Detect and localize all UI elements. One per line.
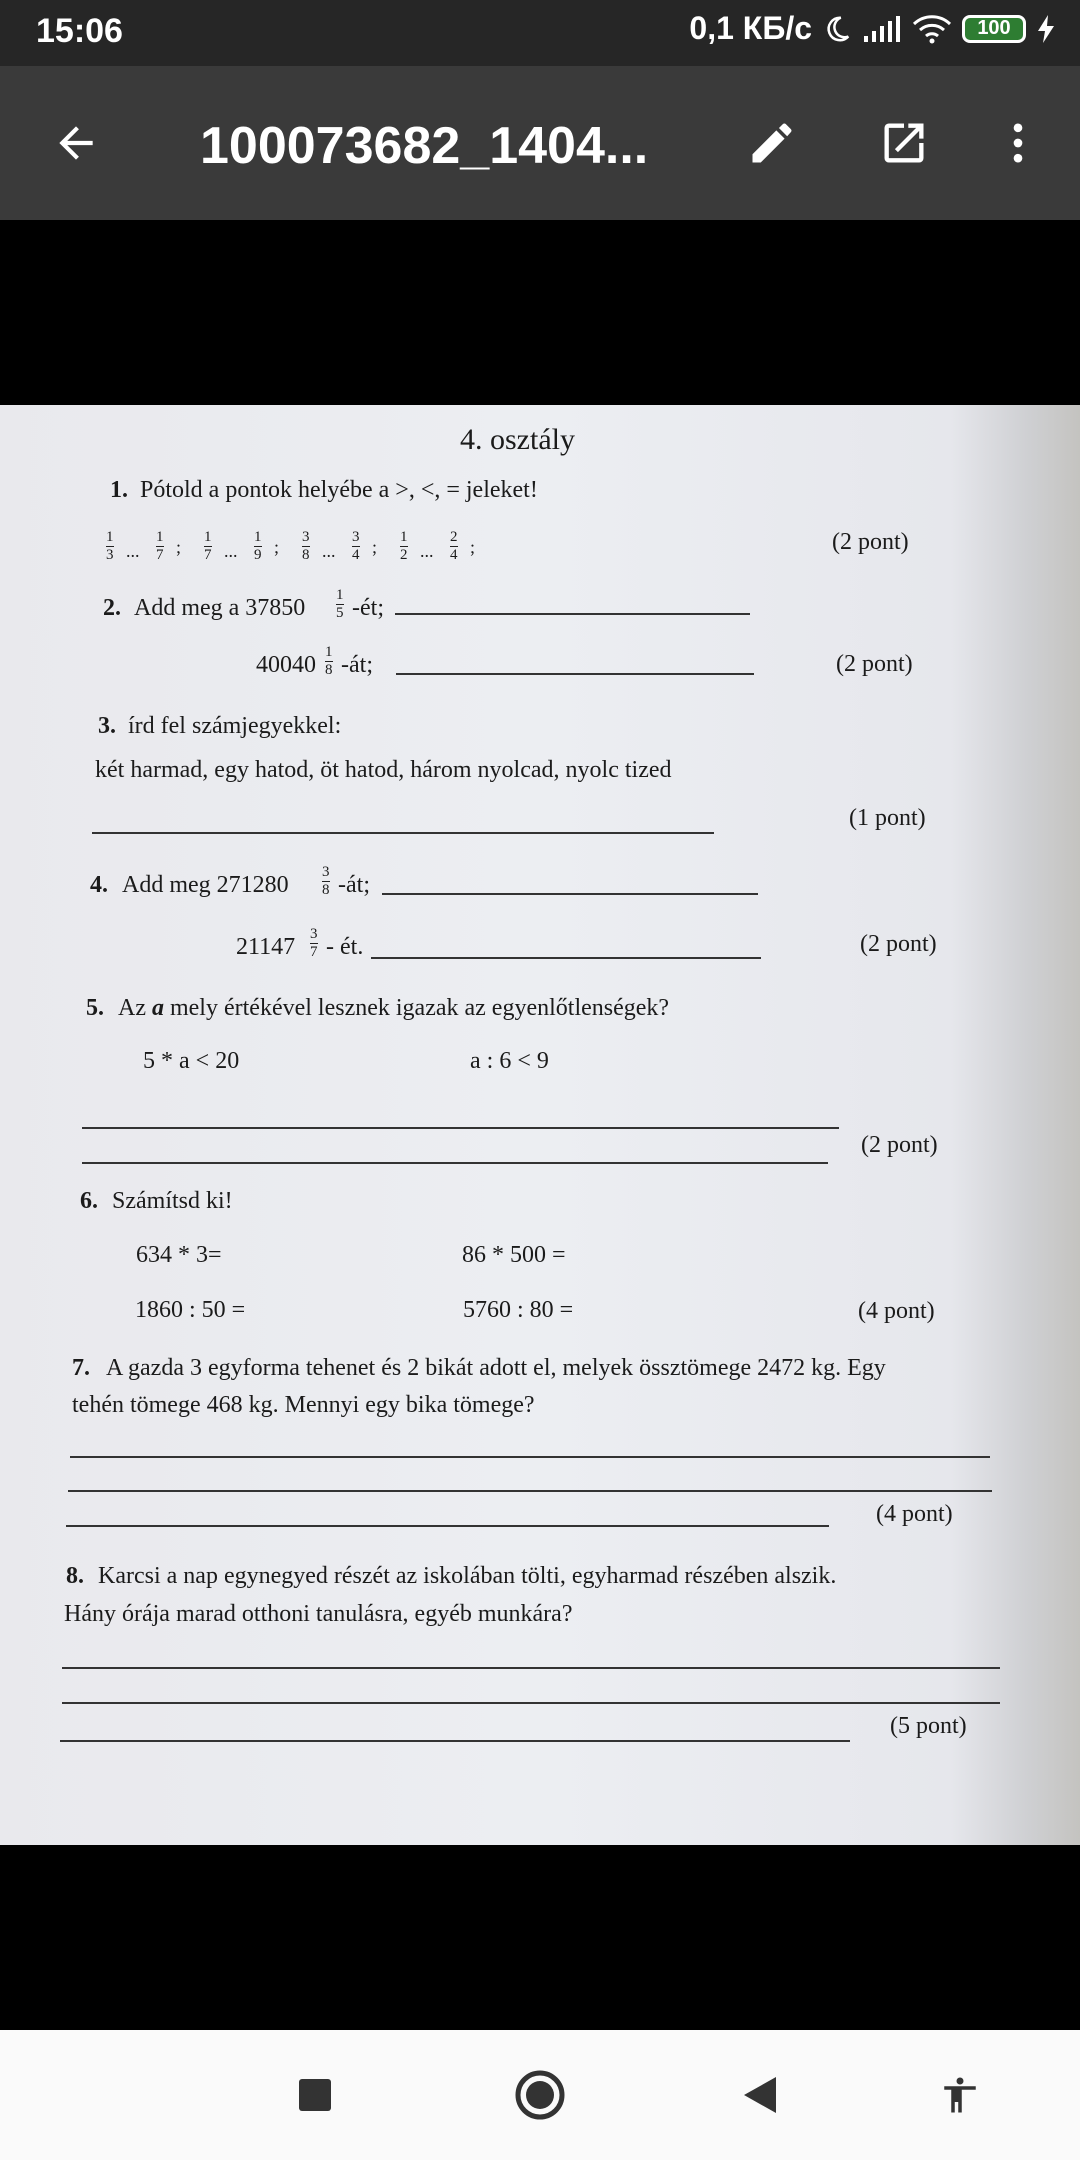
- q6-number: 6.: [80, 1188, 98, 1214]
- q5-text-pre: Az: [118, 995, 146, 1021]
- q1-semicolon: ;: [176, 537, 182, 557]
- denominator: 8: [325, 662, 333, 678]
- q5-expression-a: 5 * a < 20: [143, 1048, 240, 1074]
- q8-points: (5 pont): [890, 1713, 967, 1739]
- q5-points: (2 pont): [861, 1132, 938, 1158]
- denominator: 3: [106, 547, 114, 563]
- answer-line: [70, 1456, 990, 1458]
- numerator: 1: [400, 529, 408, 545]
- q7-number: 7.: [72, 1355, 90, 1381]
- q1-semicolon: ;: [372, 537, 378, 557]
- q1-semicolon: ;: [274, 537, 280, 557]
- answer-line: [60, 1740, 850, 1742]
- answer-line: [62, 1667, 1000, 1669]
- q3-text: írd fel számjegyekkel:: [128, 713, 342, 739]
- q6-points: (4 pont): [858, 1298, 935, 1324]
- q6-expression-2: 86 * 500 =: [462, 1242, 566, 1268]
- denominator: 4: [352, 547, 360, 563]
- q6-expression-3: 1860 : 50 =: [135, 1297, 246, 1323]
- denominator: 9: [254, 547, 262, 563]
- q1-number: 1.: [110, 477, 128, 503]
- denominator: 4: [450, 547, 458, 563]
- answer-line: [395, 613, 750, 615]
- accessibility-icon[interactable]: [930, 2065, 990, 2125]
- clock: 15:06: [36, 12, 123, 50]
- q1-fraction: [156, 529, 164, 564]
- numerator: 3: [322, 864, 330, 880]
- denominator: 7: [204, 547, 212, 563]
- q1-dots: ...: [322, 541, 336, 561]
- q2-fraction-a: [336, 587, 344, 622]
- wifi-icon: [912, 14, 952, 44]
- q2-points: (2 pont): [836, 651, 913, 677]
- q2-fraction-b: [325, 644, 333, 679]
- q1-fraction: [254, 529, 262, 564]
- moon-icon: [822, 14, 852, 44]
- q6-text: Számítsd ki!: [112, 1188, 233, 1214]
- worksheet-photo: [0, 405, 1080, 1845]
- q3-points: (1 pont): [849, 805, 926, 831]
- q5-number: 5.: [86, 995, 104, 1021]
- q1-dots: ...: [420, 541, 434, 561]
- q8-number: 8.: [66, 1563, 84, 1589]
- q2-number: 2.: [103, 595, 121, 621]
- charging-icon: [1036, 14, 1056, 44]
- q6-expression-1: 634 * 3=: [136, 1242, 222, 1268]
- numerator: 2: [450, 529, 458, 545]
- numerator: 3: [310, 926, 318, 942]
- q2-text-a: Add meg a 37850: [134, 595, 306, 621]
- answer-line: [371, 957, 761, 959]
- q7-line2: tehén tömege 468 kg. Mennyi egy bika tömege?: [72, 1392, 535, 1418]
- q5-text-post: mely értékével lesznek igazak az egyenlőtlenségek?: [169, 995, 670, 1021]
- q4-fraction-b: [310, 926, 318, 961]
- numerator: 1: [204, 529, 212, 545]
- signal-icon: [862, 14, 902, 44]
- q4-number: 4.: [90, 872, 108, 898]
- q1-dots: ...: [224, 541, 238, 561]
- q1-fraction: [106, 529, 114, 564]
- answer-line: [82, 1162, 828, 1164]
- q3-sub: két harmad, egy hatod, öt hatod, három nyolcad, nyolc tized: [95, 757, 672, 783]
- q8-line2: Hány órája marad otthoni tanulásra, egyéb munkára?: [64, 1601, 573, 1627]
- numerator: 1: [254, 529, 262, 545]
- open-external-icon[interactable]: [874, 113, 934, 173]
- q7-points: (4 pont): [876, 1501, 953, 1527]
- numerator: 1: [325, 644, 333, 660]
- q4-points: (2 pont): [860, 931, 937, 957]
- numerator: 3: [302, 529, 310, 545]
- denominator: 8: [302, 547, 310, 563]
- q1-fraction: [352, 529, 360, 564]
- q7-line1: A gazda 3 egyforma tehenet és 2 bikát adott el, melyek össztömege 2472 kg. Egy: [106, 1355, 886, 1381]
- numerator: 1: [106, 529, 114, 545]
- q1-fraction: [450, 529, 458, 564]
- answer-line: [66, 1525, 829, 1527]
- status-bar: [0, 0, 1080, 66]
- more-vert-icon[interactable]: [988, 113, 1048, 173]
- back-arrow-icon[interactable]: [46, 113, 106, 173]
- home-circle-icon[interactable]: [510, 2065, 570, 2125]
- edit-pencil-icon[interactable]: [742, 113, 802, 173]
- q1-fraction: [400, 529, 408, 564]
- battery-icon: 100: [962, 15, 1026, 43]
- q1-semicolon: ;: [470, 537, 476, 557]
- q1-text: Pótold a pontok helyébe a >, <, = jeleket!: [140, 477, 538, 503]
- q5-expression-b: a : 6 < 9: [470, 1048, 549, 1074]
- denominator: 7: [310, 944, 318, 960]
- q8-line1: Karcsi a nap egynegyed részét az iskolában tölti, egyharmad részében alszik.: [98, 1563, 837, 1589]
- q6-expression-4: 5760 : 80 =: [463, 1297, 574, 1323]
- q2-suffix-b: -át;: [341, 652, 373, 678]
- q1-points: (2 pont): [832, 529, 909, 555]
- q1-fraction: [204, 529, 212, 564]
- q4-fraction-a: [322, 864, 330, 899]
- q1-fraction: [302, 529, 310, 564]
- q2-suffix-a: -ét;: [352, 595, 384, 621]
- denominator: 5: [336, 605, 344, 621]
- answer-line: [92, 832, 714, 834]
- q4-text-a: Add meg 271280: [122, 872, 289, 898]
- answer-line: [382, 893, 758, 895]
- q4-suffix-b: - ét.: [326, 934, 364, 960]
- q2-text-b: 40040: [256, 652, 316, 678]
- worksheet-heading: 4. osztály: [460, 423, 575, 456]
- answer-line: [396, 673, 754, 675]
- answer-line: [62, 1702, 1000, 1704]
- q3-number: 3.: [98, 713, 116, 739]
- q4-text-b: 21147: [236, 934, 296, 960]
- answer-line: [82, 1127, 839, 1129]
- numerator: 1: [156, 529, 164, 545]
- system-nav-bar: [0, 2030, 1080, 2160]
- answer-line: [68, 1490, 992, 1492]
- q4-suffix-a: -át;: [338, 872, 370, 898]
- recents-square-icon[interactable]: [285, 2065, 345, 2125]
- file-title: 100073682_1404...: [200, 117, 649, 175]
- numerator: 1: [336, 587, 344, 603]
- denominator: 8: [322, 882, 330, 898]
- q1-dots: ...: [126, 541, 140, 561]
- q5-variable: a: [151, 995, 164, 1021]
- network-speed: 0,1 КБ/с: [689, 10, 812, 46]
- app-bar: [0, 66, 1080, 220]
- back-triangle-icon[interactable]: [730, 2065, 790, 2125]
- denominator: 7: [156, 547, 164, 563]
- denominator: 2: [400, 547, 408, 563]
- q5-text: [118, 995, 669, 1022]
- numerator: 3: [352, 529, 360, 545]
